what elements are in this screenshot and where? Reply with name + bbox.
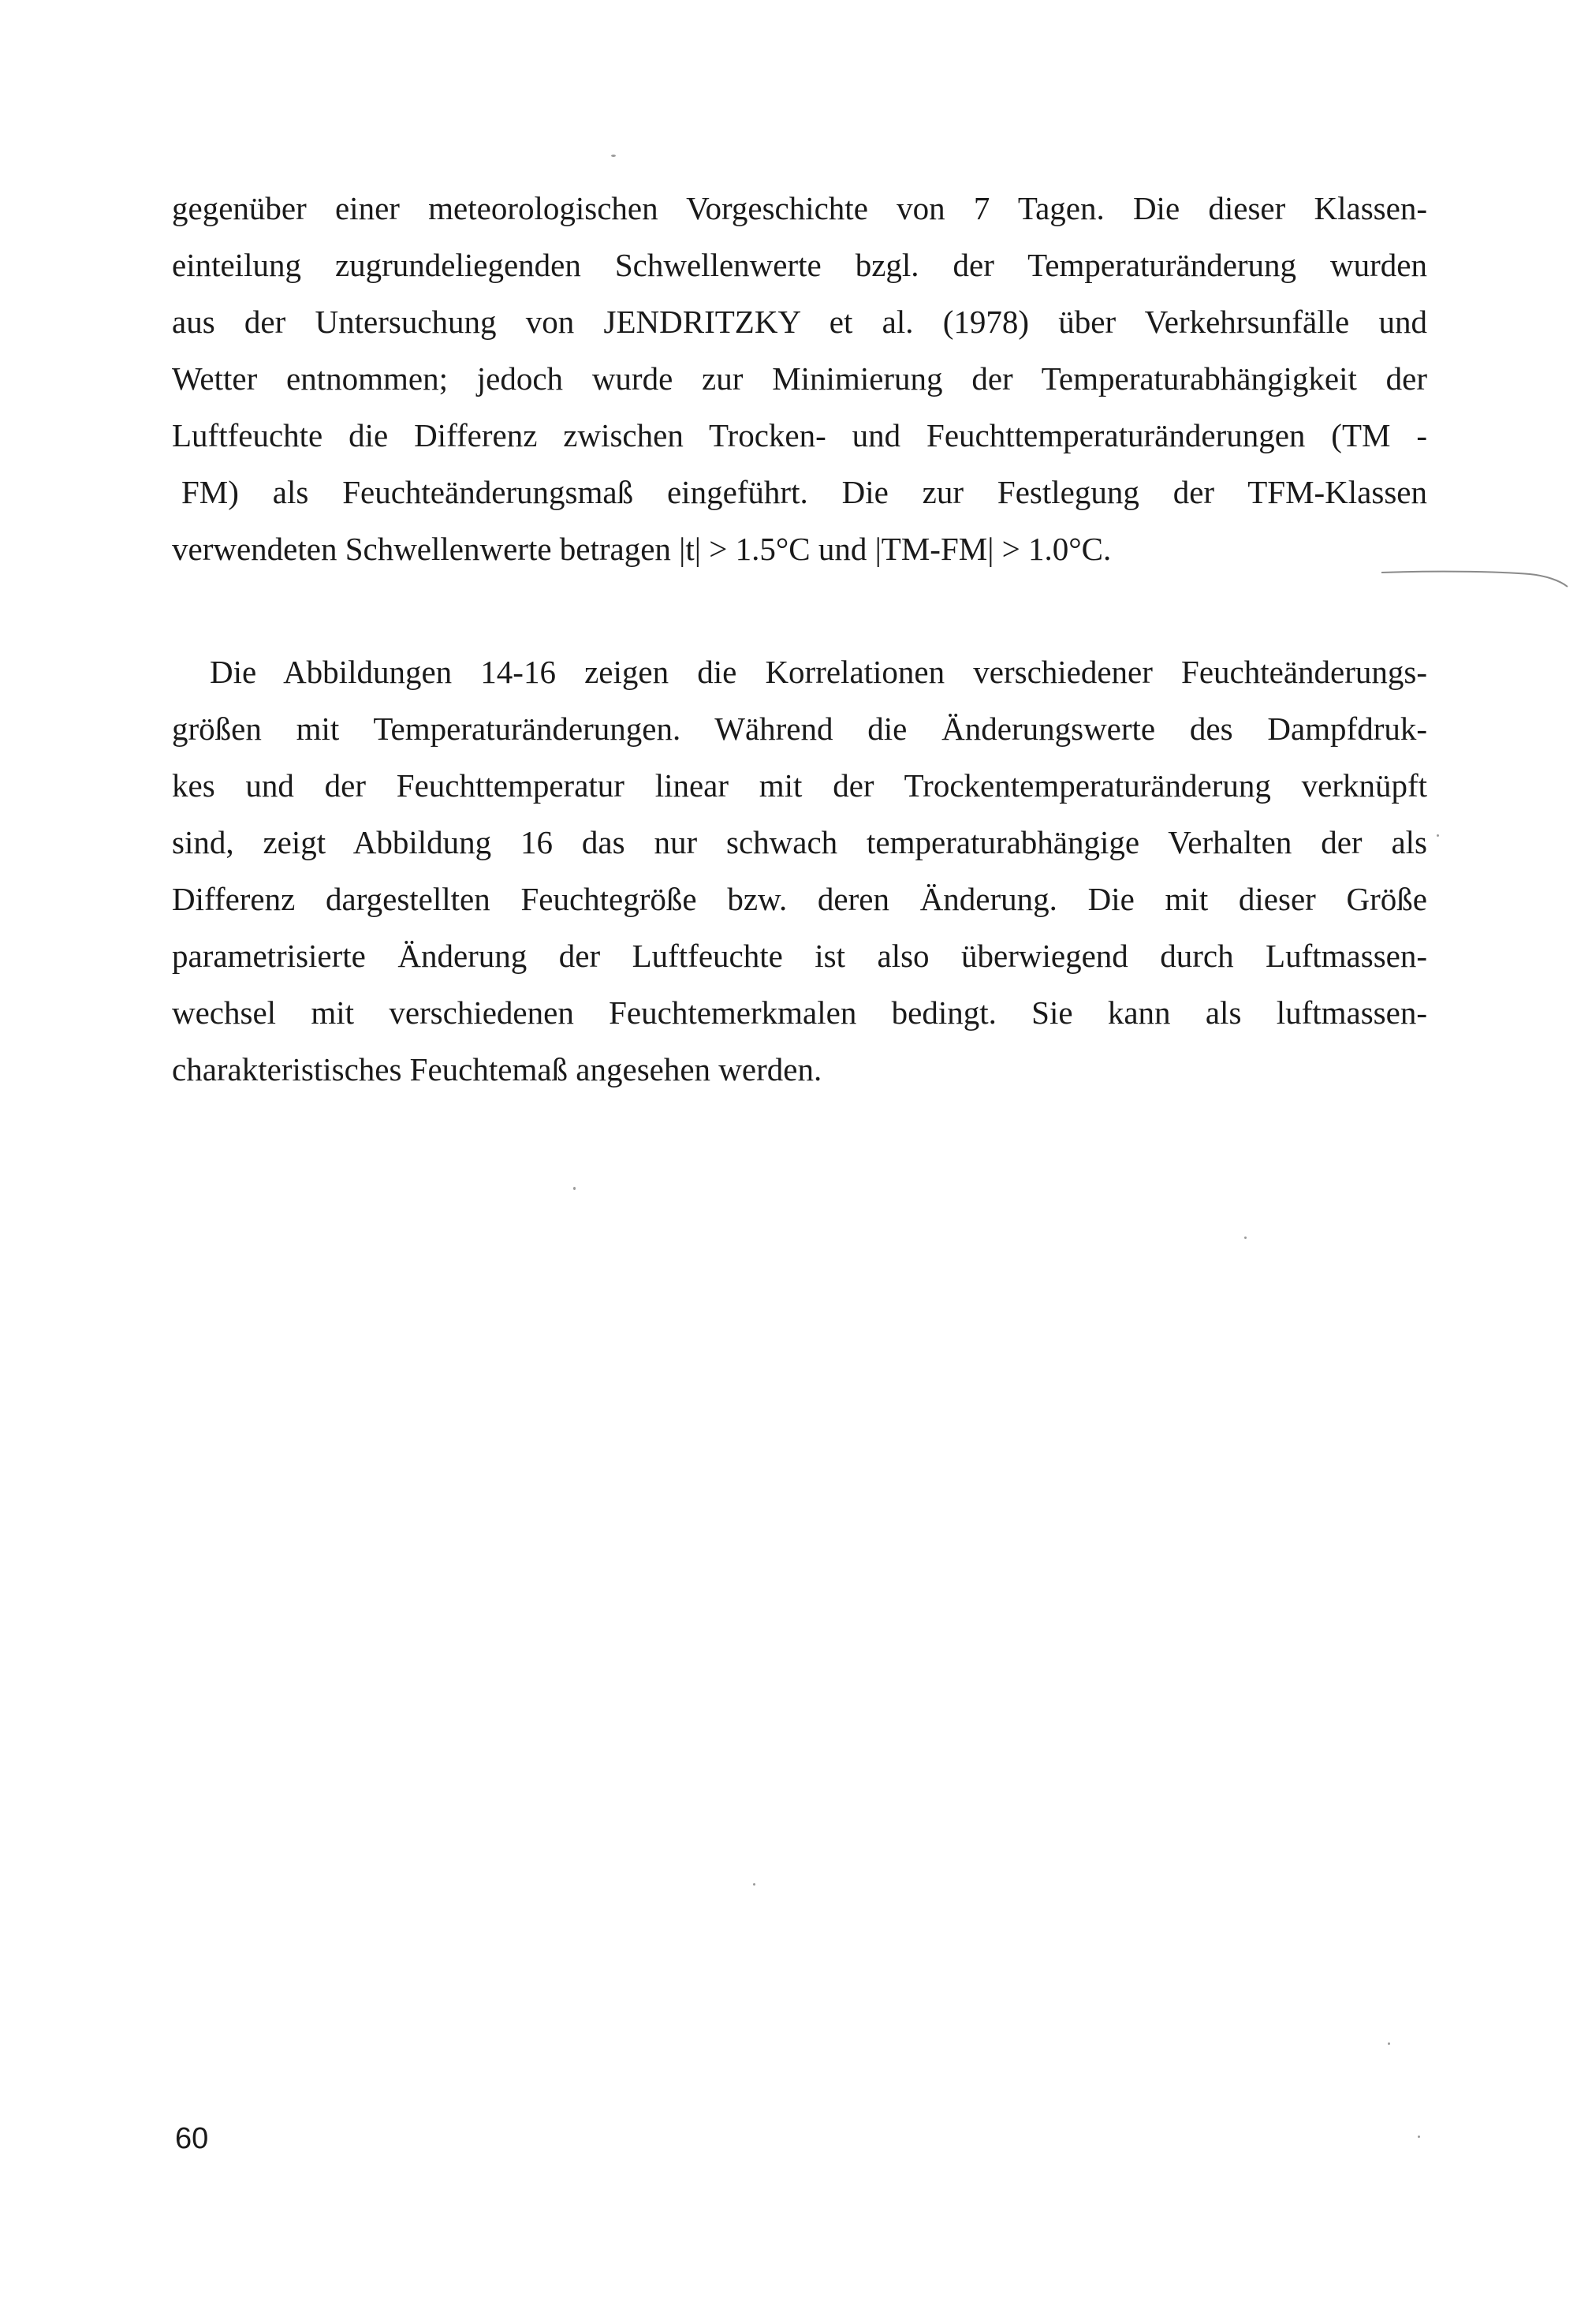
scan-speck (1388, 2042, 1390, 2045)
scan-speck (1244, 1237, 1247, 1239)
page-number: 60 (175, 2122, 209, 2155)
scan-speck (1418, 2136, 1420, 2138)
text-line: sind, zeigt Abbildung 16 das nur schwach temperaturabhängige Verhalten der als (172, 824, 1427, 860)
text-line: kes und der Feuchttemperatur linear mit der Trockentemperaturänderung verknüpft (172, 767, 1427, 804)
text-line: größen mit Temperaturänderungen. Während die Änderungswerte des Dampfdruk- (172, 711, 1427, 747)
text-line: Differenz dargestellten Feuchtegröße bzw. deren Änderung. Die mit dieser Größe (172, 881, 1427, 917)
text-line: Luftfeuchte die Differenz zwischen Trocken- und Feuchttemperaturänderungen (TM - (172, 417, 1427, 453)
text-line: aus der Untersuchung von JENDRITZKY et al. (1978) über Verkehrsunfälle und (172, 304, 1427, 340)
scan-speck (753, 1883, 755, 1886)
scan-speck (1437, 834, 1439, 837)
text-line: parametrisierte Änderung der Luftfeuchte ist also überwiegend durch Luftmassen- (172, 938, 1427, 974)
text-line: Die Abbildungen 14-16 zeigen die Korrelationen verschiedener Feuchteänderungs- (210, 654, 1427, 690)
text-line: wechsel mit verschiedenen Feuchtemerkmalen bedingt. Sie kann als luftmassen- (172, 994, 1427, 1031)
paragraph-1 (172, 180, 1427, 577)
margin-pencil-stroke (1380, 561, 1569, 593)
text-line: verwendeten Schwellenwerte betragen |t| > 1.5°C und |TM-FM| > 1.0°C. (172, 531, 1112, 567)
scan-speck (573, 1187, 576, 1190)
paragraph-2 (172, 643, 1427, 1098)
text-line: charakteristisches Feuchtemaß angesehen werden. (172, 1051, 822, 1087)
scan-speck (611, 155, 616, 157)
text-line: FM) als Feuchteänderungsmaß eingeführt. Die zur Festlegung der TFM-Klassen (181, 474, 1427, 510)
text-line: gegenüber einer meteorologischen Vorgeschichte von 7 Tagen. Die dieser Klassen- (172, 190, 1427, 226)
text-line: Wetter entnommen; jedoch wurde zur Minimierung der Temperaturabhängigkeit der (172, 360, 1427, 397)
text-line: einteilung zugrundeliegenden Schwellenwerte bzgl. der Temperaturänderung wurden (172, 247, 1427, 283)
